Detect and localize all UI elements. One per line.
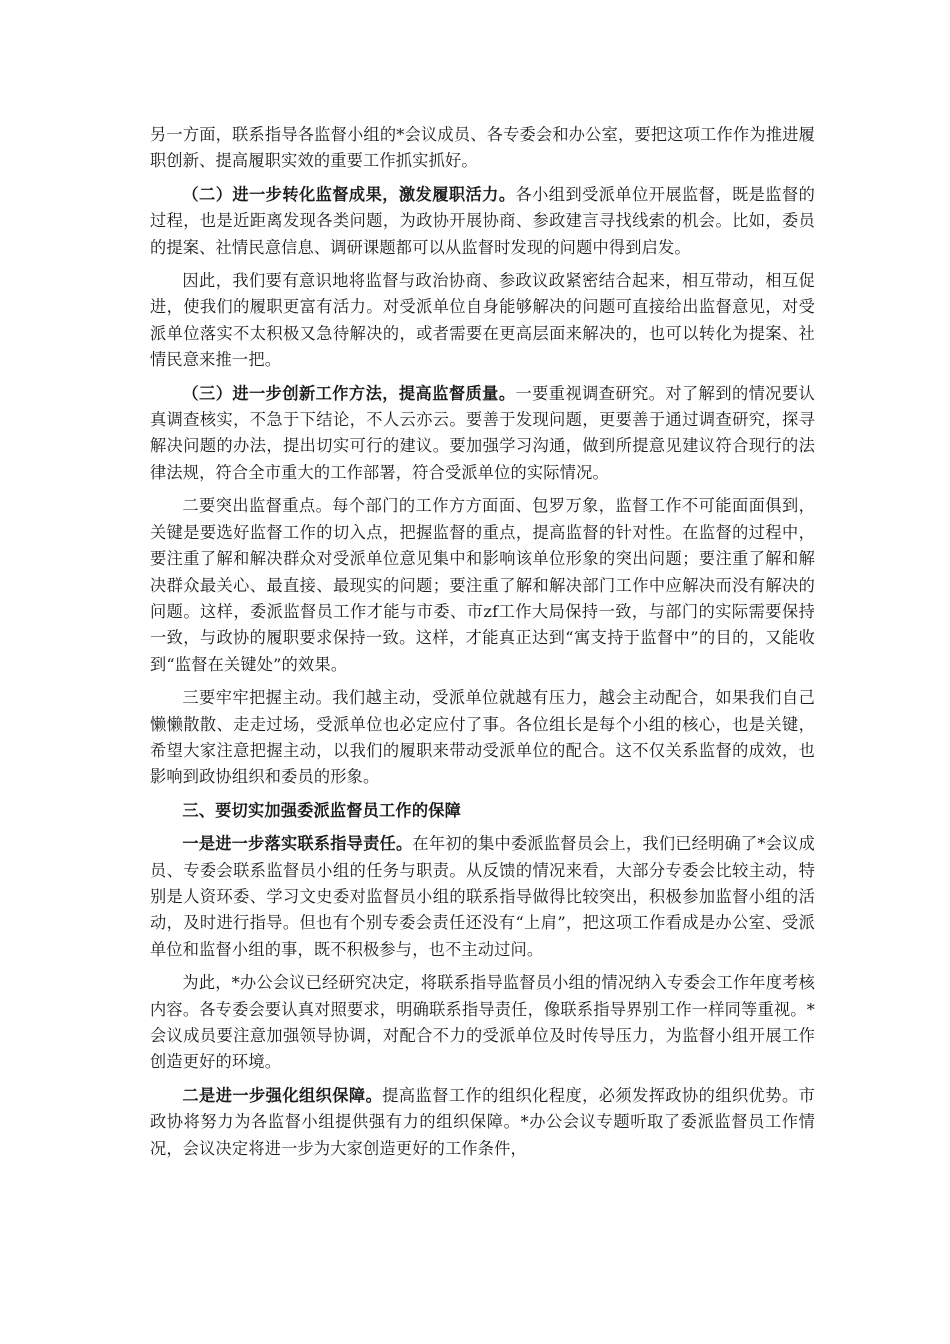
paragraph-lead: 二是进一步强化组织保障。 xyxy=(182,1085,383,1105)
paragraph-text: 一要重视调查研究。对了解到的情况要认真调查核实，不急于下结论，不人云亦云。要善于发现问题，更要善于通过调查研究，探寻解决问题的办法，提出切实可行的建议。要加强学习沟通，做到所提意见建议符合现行的法律法规，符合全市重大的工作部署，符合受派单位的实际情况。 xyxy=(150,383,815,482)
paragraph-point-1 xyxy=(150,831,815,963)
document-body xyxy=(150,122,815,1169)
paragraph-section-2 xyxy=(150,182,815,261)
paragraph-continuation xyxy=(150,122,815,175)
paragraph-text: 为此，*办公会议已经研究决定，将联系指导监督员小组的情况纳入专委会工作年度考核内容。各专委会要认真对照要求，明确联系指导责任，像联系指导界别工作一样同等重视。*会议成员要注意加强领导协调，对配合不力的受派单位及时传导压力，为监督小组开展工作创造更好的环境。 xyxy=(150,973,815,1072)
paragraph xyxy=(150,268,815,374)
paragraph-text: 提高监督工作的组织化程度，必须发挥政协的组织优势。市政协将努力为各监督小组提供强有力的组织保障。*办公会议专题听取了委派监督员工作情况，会议决定将进一步为大家创造更好的工作条件， xyxy=(150,1085,815,1158)
section-heading: 三、要切实加强委派监督员工作的保障 xyxy=(182,800,461,820)
paragraph-lead: （三）进一步创新工作方法，提高监督质量。 xyxy=(182,383,516,403)
paragraph-lead: （二）进一步转化监督成果，激发履职活力。 xyxy=(182,184,516,204)
paragraph-text: 各小组到受派单位开展监督，既是监督的过程，也是近距离发现各类问题，为政协开展协商、参政建言寻找线索的机会。比如，委员的提案、社情民意信息、调研课题都可以从监督时发现的问题中得到启发。 xyxy=(150,184,815,257)
paragraph xyxy=(150,685,815,791)
paragraph-text: 另一方面，联系指导各监督小组的*会议成员、各专委会和办公室，要把这项工作作为推进履职创新、提高履职实效的重要工作抓实抓好。 xyxy=(150,125,815,171)
paragraph-text: 在年初的集中委派监督员会上，我们已经明确了*会议成员、专委会联系监督员小组的任务与职责。从反馈的情况来看，大部分专委会比较主动，特别是人资环委、学习文史委对监督员小组的联系指导做得比较突出，积极参加监督小组的活动，及时进行指导。但也有个别专委会责任还没有“上肩”，把这项工作看成是办公室、受派单位和监督小组的事，既不积极参与，也不主动过问。 xyxy=(150,834,815,959)
paragraph xyxy=(150,970,815,1076)
paragraph-lead: 一是进一步落实联系指导责任。 xyxy=(182,834,413,854)
paragraph-text: 三要牢牢把握主动。我们越主动，受派单位就越有压力，越会主动配合，如果我们自己懒懒散散、走走过场，受派单位也必定应付了事。各位组长是每个小组的核心，也是关键，希望大家注意把握主动，以我们的履职来带动受派单位的配合。这不仅关系监督的成效，也影响到政协组织和委员的形象。 xyxy=(150,688,815,787)
paragraph-text: 二要突出监督重点。每个部门的工作方方面面、包罗万象，监督工作不可能面面俱到，关键是要选好监督工作的切入点，把握监督的重点，提高监督的针对性。在监督的过程中，要注重了解和解决群众对受派单位意见集中和影响该单位形象的突出问题；要注重了解和解决群众最关心、最直接、最现实的问题；要注重了解和解决部门工作中应解决而没有解决的问题。这样，委派监督员工作才能与市委、市zf工作大局保持一致，与部门的实际需要保持一致，与政协的履职要求保持一致。这样，才能真正达到“寓支持于监督中”的目的，又能收到“监督在关键处”的效果。 xyxy=(150,496,815,674)
paragraph xyxy=(150,493,815,678)
paragraph-section-3 xyxy=(150,381,815,487)
paragraph-point-2 xyxy=(150,1083,815,1162)
paragraph-text: 因此，我们要有意识地将监督与政治协商、参政议政紧密结合起来，相互带动，相互促进，使我们的履职更富有活力。对受派单位自身能够解决的问题可直接给出监督意见，对受派单位落实不太积极又急待解决的，或者需要在更高层面来解决的，也可以转化为提案、社情民意来推一把。 xyxy=(150,271,815,370)
